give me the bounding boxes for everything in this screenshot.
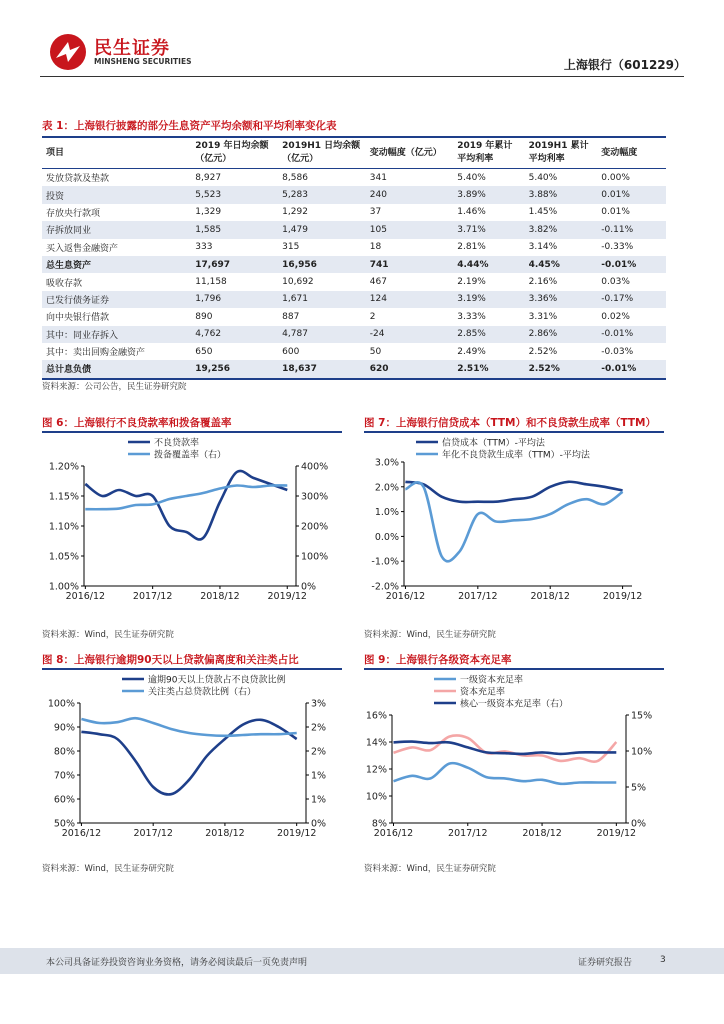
y-right-tick-label: 0% xyxy=(301,581,317,593)
series-line-2 xyxy=(394,742,617,754)
table-cell: 2.85% xyxy=(453,326,524,343)
fig9-source: 资料来源：Wind，民生证券研究院 xyxy=(364,864,496,874)
table-header-cell: 2019H1 日均余额 （亿元） xyxy=(278,137,366,169)
table-row xyxy=(42,360,666,378)
y-right-tick-label: 400% xyxy=(301,461,329,473)
table-cell: 11,158 xyxy=(195,277,227,288)
table-cell: 向中央银行借款 xyxy=(46,313,110,324)
table-cell: 1,292 xyxy=(282,207,308,218)
table-cell: 467 xyxy=(369,277,387,288)
table-cell: -24 xyxy=(366,326,453,343)
table-cell: 已发行债务证券 xyxy=(42,291,191,308)
table-cell: 3.19% xyxy=(453,291,524,308)
legend-label: 不良贷款率 xyxy=(154,438,200,449)
table-cell: 315 xyxy=(282,242,300,253)
x-tick-label: 2019/12 xyxy=(276,828,317,839)
table-cell: 1,585 xyxy=(191,221,278,238)
table-cell: 0.00% xyxy=(601,172,630,183)
fig7-source: 资料来源：Wind，民生证券研究院 xyxy=(364,630,496,640)
table-cell: 3.31% xyxy=(528,311,558,322)
table-cell: 341 xyxy=(369,172,387,183)
y-right-tick-label: 1% xyxy=(311,794,327,806)
fig6-title: 图 6：上海银行不良贷款率和拨备覆盖率 xyxy=(42,417,232,429)
table-cell: -0.17% xyxy=(597,291,666,308)
table-cell: 1,671 xyxy=(278,291,366,308)
x-tick-label: 2019/12 xyxy=(596,828,637,839)
table-cell: -0.33% xyxy=(601,242,634,253)
table-cell: 5.40% xyxy=(528,172,558,183)
table-cell: 0.03% xyxy=(601,277,630,288)
fig8-chart xyxy=(42,671,342,851)
legend-label: 核心一级资本充足率（右） xyxy=(460,699,569,710)
table-cell: 0.02% xyxy=(601,311,630,322)
y-tick-label: 1.05% xyxy=(48,551,79,563)
y-tick-label: 70% xyxy=(53,770,75,782)
series-line-1 xyxy=(394,735,617,761)
company-ticker: 上海银行（601229） xyxy=(563,58,686,72)
table-cell: 总计息负债 xyxy=(42,360,191,378)
y-tick-label: 16% xyxy=(365,710,387,722)
page-number: 3 xyxy=(660,955,666,965)
table-source: 资料来源：公司公告，民生证券研究院 xyxy=(42,382,187,392)
table-cell: 3.71% xyxy=(453,221,524,238)
x-tick-label: 2018/12 xyxy=(522,828,562,839)
y-right-tick-label: 10% xyxy=(631,746,653,758)
legend-label: 信贷成本（TTM）-平均法 xyxy=(442,438,545,449)
table-cell: 650 xyxy=(195,346,213,357)
table-cell: 1,796 xyxy=(191,291,278,308)
table-cell: 5.40% xyxy=(457,172,486,183)
fig8-source: 资料来源：Wind，民生证券研究院 xyxy=(42,864,174,874)
table-cell: 37 xyxy=(369,207,382,218)
y-right-tick-label: 100% xyxy=(301,551,329,563)
table-cell: 2.49% xyxy=(457,346,486,357)
x-tick-label: 2016/12 xyxy=(385,591,426,602)
table-cell: 1,329 xyxy=(195,207,222,218)
table-cell: 19,256 xyxy=(191,360,278,378)
x-tick-label: 2017/12 xyxy=(448,828,488,839)
x-tick-label: 2018/12 xyxy=(200,591,240,602)
table-cell: 8,927 xyxy=(195,172,222,183)
table-header-cell: 2019 年日均余额 （亿元） xyxy=(191,137,278,169)
header-divider xyxy=(40,76,684,77)
table-cell: 124 xyxy=(366,291,453,308)
y-right-tick-label: 2% xyxy=(311,746,327,758)
x-tick-label: 2017/12 xyxy=(458,591,498,602)
y-tick-label: 60% xyxy=(53,794,75,806)
series-line-0 xyxy=(394,763,617,784)
x-tick-label: 2018/12 xyxy=(530,591,570,602)
y-right-tick-label: 0% xyxy=(311,818,327,830)
table-cell: 2.52% xyxy=(528,346,558,357)
table-cell: -0.01% xyxy=(597,326,666,343)
table-cell: 3.14% xyxy=(528,242,558,253)
table-header-cell: 2019 年累计 平均利率 xyxy=(453,137,524,169)
legend-label: 逾期90天以上贷款占不良贷款比例 xyxy=(148,675,286,686)
fig6-source: 资料来源：Wind，民生证券研究院 xyxy=(42,630,174,640)
y-tick-label: 3.0% xyxy=(374,457,399,469)
y-tick-label: 50% xyxy=(53,818,75,830)
table-cell: 总生息资产 xyxy=(42,256,191,273)
fig9-title: 图 9：上海银行各级资本充足率 xyxy=(364,654,512,666)
table-cell: 1.46% xyxy=(457,207,486,218)
legend-label: 拨备覆盖率（右） xyxy=(154,450,227,461)
table-cell: 333 xyxy=(195,242,213,253)
y-right-tick-label: 15% xyxy=(631,710,653,722)
series-line-0 xyxy=(85,471,287,540)
y-tick-label: 1.00% xyxy=(48,581,79,593)
table-cell: 887 xyxy=(282,311,300,322)
table-cell: 17,697 xyxy=(191,256,278,273)
table-cell: 存放央行款项 xyxy=(46,208,101,219)
table-row xyxy=(42,326,666,343)
y-right-tick-label: 5% xyxy=(631,782,647,794)
table-row xyxy=(42,291,666,308)
table-row xyxy=(42,221,666,238)
table-cell: 4,762 xyxy=(191,326,278,343)
fig6-title-rule xyxy=(42,431,342,433)
interest-table xyxy=(42,136,666,380)
table-cell: 16,956 xyxy=(278,256,366,273)
table-row xyxy=(42,186,666,203)
table-cell: 620 xyxy=(366,360,453,378)
table-body xyxy=(42,169,666,379)
table-row xyxy=(42,169,666,187)
y-tick-label: 12% xyxy=(365,764,387,776)
x-tick-label: 2018/12 xyxy=(205,828,245,839)
y-tick-label: 1.20% xyxy=(48,461,79,473)
table-cell: 其中：同业存拆入 xyxy=(42,326,191,343)
table-row xyxy=(42,273,666,290)
fig9-title-rule xyxy=(364,668,664,670)
table-cell: -0.03% xyxy=(601,346,634,357)
table-cell: 1,479 xyxy=(278,221,366,238)
series-line-1 xyxy=(85,485,287,509)
y-right-tick-label: 0% xyxy=(631,818,647,830)
y-right-tick-label: 1% xyxy=(311,770,327,782)
table-cell: 3.36% xyxy=(525,291,598,308)
legend-label: 资本充足率 xyxy=(460,687,506,698)
fig8-title: 图 8：上海银行逾期90天以上贷款偏离度和关注类占比 xyxy=(42,654,299,666)
y-tick-label: 1.0% xyxy=(374,507,399,519)
table-cell: 3.33% xyxy=(457,311,486,322)
table-cell: 5,523 xyxy=(191,186,278,203)
x-tick-label: 2016/12 xyxy=(373,828,414,839)
x-tick-label: 2016/12 xyxy=(65,591,106,602)
table-cell: 3.88% xyxy=(525,186,598,203)
table-title: 表 1：上海银行披露的部分生息资产平均余额和平均利率变化表 xyxy=(42,120,337,132)
y-tick-label: 80% xyxy=(53,746,75,758)
table-cell: 8,586 xyxy=(282,172,308,183)
fig7-title: 图 7：上海银行信贷成本（TTM）和不良贷款生成率（TTM） xyxy=(364,417,656,429)
fig8-title-rule xyxy=(42,668,342,670)
company-logo xyxy=(48,32,198,72)
x-tick-label: 2019/12 xyxy=(602,591,643,602)
y-tick-label: 1.10% xyxy=(48,521,79,533)
table-cell: 1.45% xyxy=(528,207,558,218)
table-cell: 10,692 xyxy=(282,277,314,288)
legend-label: 关注类占总贷款比例（右） xyxy=(148,687,257,698)
fig9-chart xyxy=(364,671,664,851)
y-tick-label: 1.15% xyxy=(48,491,79,503)
table-cell: -0.01% xyxy=(597,360,666,378)
table-cell: 0.01% xyxy=(597,186,666,203)
table-cell: 4,787 xyxy=(278,326,366,343)
logo-chinese: 民生证券 xyxy=(94,38,170,59)
legend-label: 一级资本充足率 xyxy=(460,675,524,686)
table-cell: 发放贷款及垫款 xyxy=(46,174,110,185)
table-cell: 890 xyxy=(195,311,213,322)
table-cell: -0.01% xyxy=(597,256,666,273)
y-tick-label: -2.0% xyxy=(371,581,399,593)
table-cell: 741 xyxy=(366,256,453,273)
y-tick-label: 8% xyxy=(371,818,387,830)
table-cell: 2.52% xyxy=(525,360,598,378)
table-cell: 2.51% xyxy=(453,360,524,378)
logo-english: MINSHENG SECURITIES xyxy=(94,57,192,66)
table-cell: 0.01% xyxy=(601,207,630,218)
table-cell: 2.19% xyxy=(457,277,486,288)
y-tick-label: 0.0% xyxy=(374,531,399,543)
series-line-0 xyxy=(81,720,296,795)
y-tick-label: 90% xyxy=(53,722,75,734)
table-cell: 4.44% xyxy=(453,256,524,273)
table-cell: 2.86% xyxy=(525,326,598,343)
table-cell: 吸收存款 xyxy=(46,278,83,289)
table-cell: -0.11% xyxy=(597,221,666,238)
table-header-cell: 项目 xyxy=(42,137,191,169)
table-row xyxy=(42,256,666,273)
table-header-cell: 2019H1 累计 平均利率 xyxy=(525,137,598,169)
table-cell: 2.81% xyxy=(457,242,486,253)
x-tick-label: 2017/12 xyxy=(133,828,173,839)
x-tick-label: 2017/12 xyxy=(132,591,173,602)
table-row xyxy=(42,308,666,325)
table-row xyxy=(42,343,666,360)
table-cell: 600 xyxy=(282,346,300,357)
y-right-tick-label: 300% xyxy=(301,491,329,503)
fig7-title-rule xyxy=(364,431,664,433)
fig7-chart xyxy=(364,434,664,614)
table-cell: 2 xyxy=(369,311,376,322)
table-row xyxy=(42,239,666,256)
y-tick-label: 100% xyxy=(47,698,75,710)
table-cell: 18,637 xyxy=(278,360,366,378)
table-cell: 105 xyxy=(366,221,453,238)
table-row xyxy=(42,204,666,221)
y-right-tick-label: 3% xyxy=(311,698,327,710)
logo-mark-icon xyxy=(48,32,88,72)
footer-disclaimer: 本公司具备证券投资咨询业务资格，请务必阅读最后一页免责声明 xyxy=(46,958,308,968)
y-right-tick-label: 200% xyxy=(301,521,329,533)
y-tick-label: -1.0% xyxy=(371,556,399,568)
table-header-cell: 变动幅度 xyxy=(597,137,666,169)
y-tick-label: 10% xyxy=(365,791,387,803)
y-tick-label: 14% xyxy=(365,737,387,749)
table-cell: 其中：卖出回购金融资产 xyxy=(46,348,146,359)
y-tick-label: 2.0% xyxy=(374,482,399,494)
table-cell: 3.89% xyxy=(453,186,524,203)
table-cell: 2.16% xyxy=(528,277,558,288)
x-tick-label: 2016/12 xyxy=(61,828,102,839)
table-cell: 投资 xyxy=(42,186,191,203)
fig6-chart xyxy=(42,434,342,614)
table-header-cell: 变动幅度（亿元） xyxy=(366,137,453,169)
page-header xyxy=(0,0,724,82)
table-header-row xyxy=(42,137,666,169)
table-cell: 4.45% xyxy=(525,256,598,273)
table-cell: 240 xyxy=(366,186,453,203)
table-cell: 18 xyxy=(369,242,382,253)
page-footer xyxy=(0,948,724,974)
table-cell: 5,283 xyxy=(278,186,366,203)
table-cell: 3.82% xyxy=(525,221,598,238)
table-cell: 50 xyxy=(369,346,382,357)
table-cell: 存拆放同业 xyxy=(42,221,191,238)
legend-label: 年化不良贷款生成率（TTM）-平均法 xyxy=(442,450,590,461)
footer-report-type: 证券研究报告 xyxy=(578,958,633,968)
x-tick-label: 2019/12 xyxy=(267,591,307,602)
table-cell: 买入返售金融资产 xyxy=(46,243,119,254)
y-right-tick-label: 2% xyxy=(311,722,327,734)
